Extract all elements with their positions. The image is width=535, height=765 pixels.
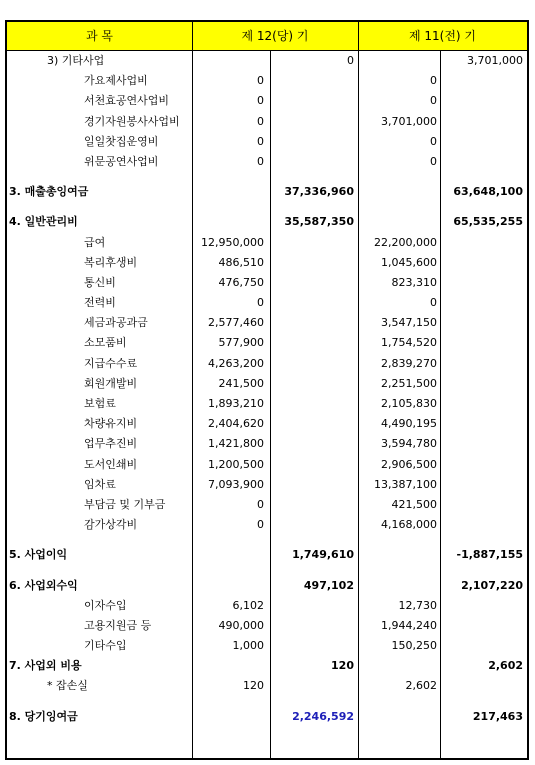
current-detail-cell: 1,421,800 [208,437,264,451]
current-detail-cell: 490,000 [218,618,264,632]
current-detail-cell: 0 [257,94,264,108]
current-detail-cell: 241,500 [218,376,264,390]
row-label: 이자수입 [84,598,127,612]
table-row [7,596,527,616]
spacer-row [7,172,527,182]
row-label: 6. 사업외수익 [9,578,78,592]
previous-detail-cell: 2,251,500 [381,376,437,390]
current-detail-cell: 2,577,460 [208,316,264,330]
previous-detail-cell: 1,045,600 [381,255,437,269]
current-detail-cell: 12,950,000 [201,235,264,249]
current-detail-cell: 7,093,900 [208,477,264,491]
previous-detail-cell: 4,490,195 [381,417,437,431]
row-label: 경기자원봉사사업비 [84,114,180,128]
row-label: 일일찻집운영비 [84,134,159,148]
current-detail-cell: 0 [257,134,264,148]
table-row [7,152,527,172]
current-total-cell: 2,246,592 [292,709,354,723]
row-label: 업무추진비 [84,437,138,451]
previous-detail-cell: 823,310 [391,275,437,289]
previous-detail-cell: 3,701,000 [381,114,437,128]
previous-detail-cell: 13,387,100 [374,477,437,491]
table-row [7,394,527,414]
previous-detail-cell: 22,200,000 [374,235,437,249]
row-label: 위문공연사업비 [84,154,159,168]
table-row [7,253,527,273]
current-detail-cell: 2,404,620 [208,417,264,431]
current-detail-cell: 577,900 [218,336,264,350]
current-total-cell: 1,749,610 [292,548,354,562]
table-body [7,51,527,727]
row-label: 통신비 [84,275,116,289]
previous-total-cell: 2,602 [488,659,523,673]
table-row [7,354,527,374]
table-row [7,91,527,111]
row-label: 3) 기타사업 [47,54,105,67]
row-label: 4. 일반관리비 [9,215,78,229]
row-label: 급여 [84,235,106,249]
header-current-period: 제 12(당) 기 [241,29,309,43]
current-detail-cell: 0 [257,296,264,310]
current-total-cell: 35,587,350 [284,215,354,229]
current-detail-cell: 120 [243,679,264,693]
row-label: 도서인쇄비 [84,457,138,471]
table-header [7,22,527,51]
row-label: 고용지원금 등 [84,618,152,632]
previous-detail-cell: 0 [430,74,437,88]
row-label: 지급수수료 [84,356,138,370]
row-label: 전력비 [84,296,116,310]
current-detail-cell: 1,000 [232,639,264,653]
table-row [7,233,527,253]
header-previous-period: 제 11(전) 기 [408,29,477,43]
row-label: 복리후생비 [84,255,138,269]
section-row [7,545,527,565]
row-label: 차량유지비 [84,417,138,431]
current-detail-cell: 0 [257,497,264,511]
previous-detail-cell: 0 [430,296,437,310]
table-row [7,475,527,495]
previous-total-cell: 217,463 [472,709,523,723]
previous-total-cell: -1,887,155 [456,548,523,562]
previous-detail-cell: 2,906,500 [381,457,437,471]
previous-detail-cell: 2,839,270 [381,356,437,370]
table-row [7,515,527,535]
previous-detail-cell: 421,500 [391,497,437,511]
table-row [7,313,527,333]
previous-total-cell: 3,701,000 [467,54,523,67]
row-label: 5. 사업이익 [9,548,68,562]
previous-detail-cell: 3,594,780 [381,437,437,451]
table-row [7,51,527,71]
row-label: 3. 매출총잉여금 [9,185,89,199]
current-detail-cell: 6,102 [232,598,264,612]
section-row [7,656,527,676]
table-row [7,273,527,293]
row-label: 임차료 [84,477,116,491]
previous-detail-cell: 2,105,830 [381,397,437,410]
previous-total-cell: 63,648,100 [453,185,523,199]
table-row [7,414,527,434]
header-subject: 과 목 [86,29,113,43]
previous-total-cell: 65,535,255 [453,215,523,229]
table-row [7,495,527,515]
row-label: 보험료 [84,397,116,410]
table-row [7,374,527,394]
spacer-row [7,566,527,576]
current-total-cell: 0 [347,54,354,67]
previous-detail-cell: 0 [430,134,437,148]
section-row [7,707,527,727]
spacer-row [7,697,527,707]
previous-detail-cell: 0 [430,94,437,108]
spacer-row [7,202,527,212]
current-detail-cell: 1,200,500 [208,457,264,471]
row-label: 감가상각비 [84,518,138,532]
current-detail-cell: 4,263,200 [208,356,264,370]
table-row [7,455,527,475]
current-detail-cell: 0 [257,154,264,168]
row-label: 가요제사업비 [84,74,148,88]
previous-detail-cell: 0 [430,154,437,168]
previous-detail-cell: 1,944,240 [381,618,437,632]
previous-detail-cell: 3,547,150 [381,316,437,330]
current-detail-cell: 0 [257,74,264,88]
section-row [7,182,527,202]
table-row [7,112,527,132]
row-label: 세금과공과금 [84,316,148,330]
income-statement-table [5,20,529,760]
previous-detail-cell: 12,730 [398,598,437,612]
row-label: 회원개발비 [84,376,138,390]
current-total-cell: 497,102 [303,578,354,592]
row-label: 기타수입 [84,639,127,653]
row-label: 7. 사업외 비용 [9,659,82,673]
spacer-row [7,535,527,545]
table-row [7,333,527,353]
current-detail-cell: 1,893,210 [208,397,264,410]
current-detail-cell: 0 [257,518,264,532]
row-label: 부담금 및 기부금 [84,497,166,511]
row-label: 8. 당기잉여금 [9,709,78,723]
previous-detail-cell: 2,602 [405,679,437,693]
current-detail-cell: 486,510 [218,255,264,269]
table-row [7,616,527,636]
row-label: 서천효공연사업비 [84,94,170,108]
current-total-cell: 37,336,960 [284,185,354,199]
previous-total-cell: 2,107,220 [461,578,523,592]
table-row [7,434,527,454]
table-row [7,293,527,313]
current-detail-cell: 476,750 [218,275,264,289]
section-row [7,212,527,232]
table-row [7,636,527,656]
current-total-cell: 120 [331,659,354,673]
row-label: * 잡손실 [47,679,88,693]
current-detail-cell: 0 [257,114,264,128]
previous-detail-cell: 150,250 [391,639,437,653]
table-row [7,132,527,152]
table-row [7,676,527,696]
row-label: 소모품비 [84,336,127,350]
previous-detail-cell: 1,754,520 [381,336,437,350]
section-row [7,576,527,596]
table-row [7,71,527,91]
previous-detail-cell: 4,168,000 [381,518,437,532]
